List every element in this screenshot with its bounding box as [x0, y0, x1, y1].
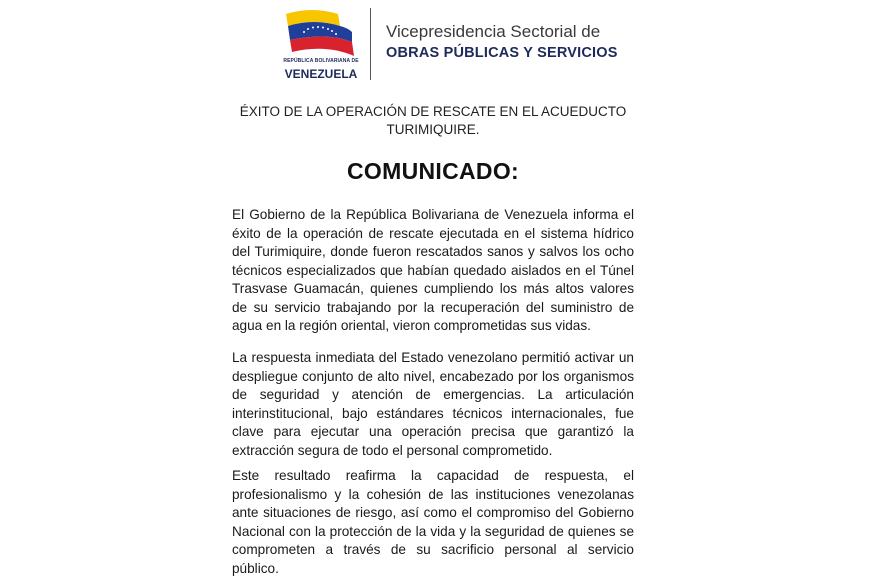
text-line: profesionalismo y la cohesión de las instituciones venezolanas: [232, 486, 634, 502]
text-line: público.: [232, 560, 279, 576]
org-name-line1: Vicepresidencia Sectorial de: [386, 22, 601, 41]
header-divider: [370, 8, 371, 80]
subtitle-line: ÉXITO DE LA OPERACIÓN DE RESCATE EN EL ACUEDUCTO: [239, 104, 627, 119]
text-line: despliegue conjunto de alto nivel, encabezado por los organismos: [232, 368, 634, 384]
text-line: El Gobierno de la República Bolivariana de Venezuela informa el: [232, 207, 634, 222]
text-line: de su servicio trabajando por la recuperación del suministro de: [232, 299, 634, 315]
logo-small-text: REPÚBLICA BOLIVARIANA DE: [283, 58, 359, 64]
flag-icon: [282, 8, 360, 58]
text-line: éxito de la operación de rescate ejecutada en el sistema hídrico: [232, 225, 634, 241]
subtitle-line: TURIMIQUIRE.: [386, 122, 480, 137]
text-line: del Turimiquire, donde fueron rescatados sanos y salvos los ocho: [232, 244, 634, 259]
text-line: Nacional con la protección de la vida y la seguridad de quienes se: [232, 523, 634, 539]
paragraph-3: [232, 467, 634, 578]
text-line: agua en la región oriental, vieron comprometidas sus vidas.: [232, 318, 591, 333]
text-line: comprometen a través de su sacrificio personal al servicio: [232, 542, 634, 557]
text-line: ante situaciones de riesgo, así como el compromiso del Gobierno: [232, 505, 634, 520]
text-line: técnicos especializados que habían quedado aislados en el Túnel: [232, 262, 634, 278]
text-line: Este resultado reafirma la capacidad de respuesta, el: [232, 468, 634, 483]
logo-country-text: VENEZUELA: [284, 67, 358, 81]
document-heading: COMUNICADO:: [347, 158, 519, 184]
text-line: de seguridad y atención de emergencias. La articulación: [232, 387, 634, 402]
paragraph-2: [232, 349, 634, 460]
document-subtitle: [200, 103, 666, 139]
venezuela-logo: [280, 6, 370, 81]
text-line: La respuesta inmediata del Estado venezolano permitió activar un: [232, 350, 634, 365]
text-line: extracción segura de todo el personal comprometido.: [232, 442, 553, 458]
text-line: interinstitucional, bajo estándares técnicos internacionales, fue: [232, 405, 634, 421]
org-name-line2: OBRAS PÚBLICAS Y SERVICIOS: [386, 45, 618, 61]
text-line: Trasvase Guamacán, quienes cumpliendo los más altos valores: [232, 281, 634, 296]
text-line: clave para ejecutar una operación precisa que garantizó la: [232, 424, 634, 439]
paragraph-1: [232, 206, 634, 336]
